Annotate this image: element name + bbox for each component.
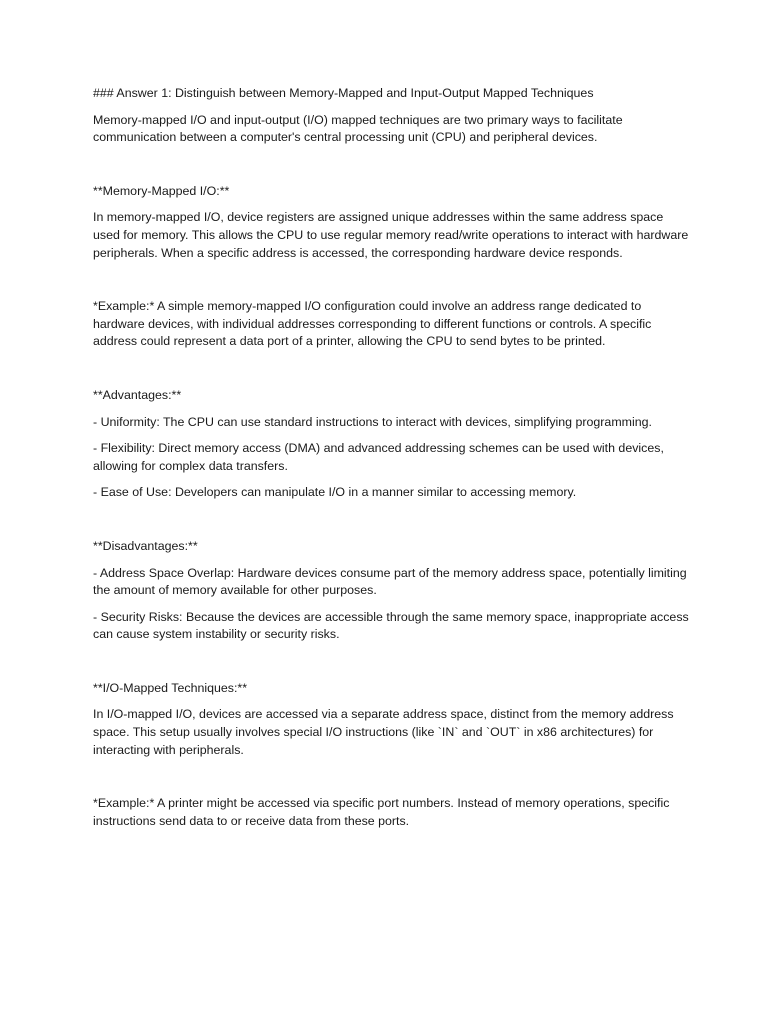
intro-paragraph: Memory-mapped I/O and input-output (I/O) mapped techniques are two primary ways to facilitate communication between a computer's central processing unit (CPU) and peripheral devices. bbox=[93, 112, 623, 145]
advantage-item: - Ease of Use: Developers can manipulate I/O in a manner similar to accessing memory. bbox=[93, 485, 577, 500]
document-page bbox=[93, 85, 693, 830]
memory-mapped-title: **Memory-Mapped I/O:** bbox=[93, 183, 230, 198]
advantage-item: - Uniformity: The CPU can use standard instructions to interact with devices, simplifying programming. bbox=[93, 414, 652, 429]
disadvantages-title: **Disadvantages:** bbox=[93, 538, 198, 553]
memory-mapped-description: In memory-mapped I/O, device registers are assigned unique addresses within the same address space used for memory. This allows the CPU to use regular memory read/write operations to interact with hardware peripherals. When a specific address is accessed, the corresponding hardware device responds. bbox=[93, 210, 689, 260]
memory-mapped-example: *Example:* A simple memory-mapped I/O configuration could involve an address range dedicated to hardware devices, with individual addresses corresponding to different functions or controls. A specific address could represent a data port of a printer, allowing the CPU to send bytes to be printed. bbox=[93, 299, 652, 349]
disadvantage-item: - Address Space Overlap: Hardware devices consume part of the memory address space, potentially limiting the amount of memory available for other purposes. bbox=[93, 565, 687, 598]
io-mapped-description: In I/O-mapped I/O, devices are accessed via a separate address space, distinct from the memory address space. This setup usually involves special I/O instructions (like `IN` and `OUT` in x86 architectures) for interacting with peripherals. bbox=[93, 707, 674, 757]
io-mapped-example: *Example:* A printer might be accessed via specific port numbers. Instead of memory operations, specific instructions send data to or receive data from these ports. bbox=[93, 796, 670, 828]
advantages-title: **Advantages:** bbox=[93, 387, 182, 402]
answer-heading: ### Answer 1: Distinguish between Memory-Mapped and Input-Output Mapped Techniques bbox=[93, 86, 594, 100]
io-mapped-title: **I/O-Mapped Techniques:** bbox=[93, 680, 248, 695]
disadvantage-item: - Security Risks: Because the devices are accessible through the same memory space, inappropriate access can cause system instability or security risks. bbox=[93, 609, 689, 642]
advantage-item: - Flexibility: Direct memory access (DMA) and advanced addressing schemes can be used with devices, allowing for complex data transfers. bbox=[93, 441, 664, 473]
